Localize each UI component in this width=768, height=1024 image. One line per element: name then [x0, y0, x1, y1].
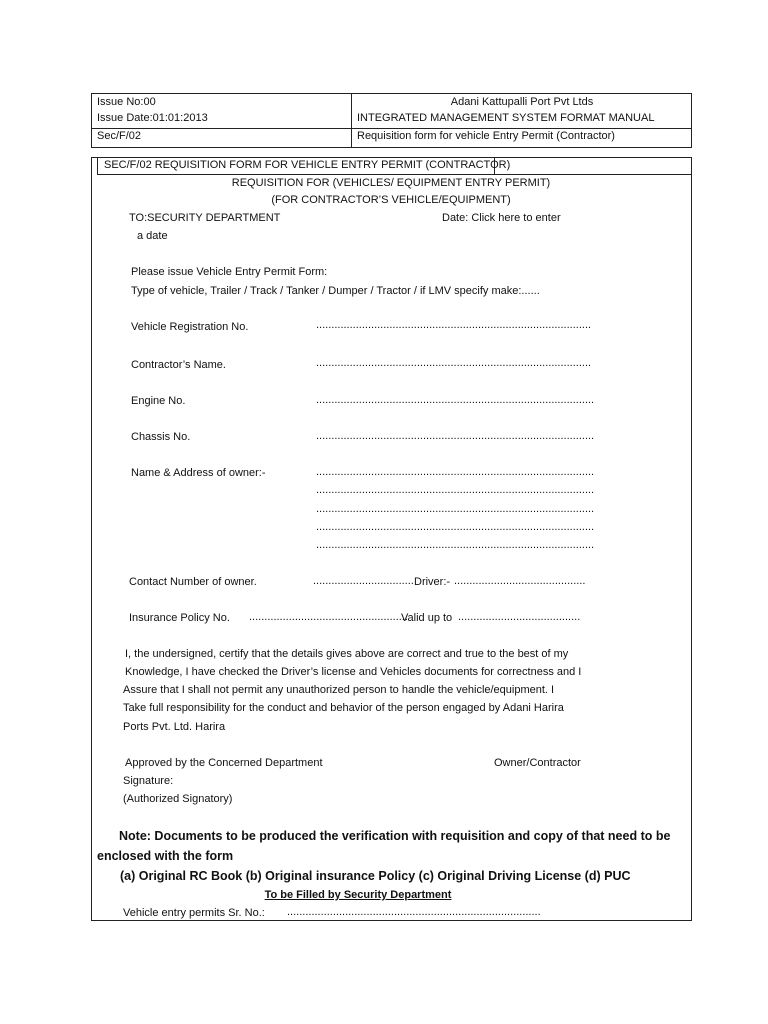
chassis-number-label: Chassis No.: [131, 431, 191, 443]
form-code-title: SEC/F/02 REQUISITION FORM FOR VEHICLE ENTRY PERMIT (CONTRACTOR): [104, 159, 511, 171]
form-box-top-border: [91, 157, 692, 158]
driver-field[interactable]: ...........................................: [454, 575, 586, 587]
valid-up-to-label: Valid up to: [401, 612, 453, 624]
engine-number-label: Engine No.: [131, 395, 186, 407]
declaration-line: Take full responsibility for the conduct and behavior of the person engaged by Adani Harira: [123, 702, 564, 714]
owner-address-label: Name & Address of owner:-: [131, 467, 266, 479]
header-top-border: [91, 93, 692, 94]
form-title-underline: [97, 174, 692, 175]
authorized-signatory-text: (Authorized Signatory): [123, 793, 233, 805]
contractor-name-label: Contractor’s Name.: [131, 359, 226, 371]
owner-address-field-2[interactable]: ...........................................................................................: [316, 484, 595, 496]
owner-address-field-3[interactable]: ...........................................................................................: [316, 503, 595, 515]
date-field-continuation[interactable]: a date: [137, 230, 168, 242]
approved-by-text: Approved by the Concerned Department: [125, 757, 323, 769]
note-text-line-1: Note: Documents to be produced the verification with requisition and copy of that need to be: [119, 829, 671, 843]
addressee: TO:SECURITY DEPARTMENT: [129, 212, 281, 224]
required-documents-list: (a) Original RC Book (b) Original insurance Policy (c) Original Driving License (d) PUC: [120, 869, 631, 883]
vehicle-type-text: Type of vehicle, Trailer / Track / Tanker / Dumper / Tractor / if LMV specify make:......: [131, 285, 540, 297]
form-box-left-border: [91, 157, 92, 921]
permit-serial-field[interactable]: ...................................................................................: [287, 906, 541, 918]
form-title: Requisition form for vehicle Entry Permit (Contractor): [357, 130, 615, 142]
insurance-policy-field[interactable]: ....................................................: [249, 611, 408, 623]
owner-address-field-4[interactable]: ...........................................................................................: [316, 521, 595, 533]
please-issue-text: Please issue Vehicle Entry Permit Form:: [131, 266, 328, 278]
engine-number-field[interactable]: ...........................................................................................: [316, 394, 595, 406]
security-section-heading: To be Filled by Security Department: [264, 889, 452, 901]
manual-title: INTEGRATED MANAGEMENT SYSTEM FORMAT MANUAL: [357, 112, 655, 124]
owner-address-field-1[interactable]: ...........................................................................................: [316, 466, 595, 478]
chassis-number-field[interactable]: ...........................................................................................: [316, 430, 595, 442]
form-title-left-rule: [97, 157, 98, 175]
registration-label: Vehicle Registration No.: [131, 321, 249, 333]
issue-number: Issue No:00: [97, 96, 156, 108]
registration-field[interactable]: ..........................................................................................: [316, 319, 592, 331]
form-box-bottom-border: [91, 920, 692, 921]
company-name: Adani Kattupalli Port Pvt Ltds: [450, 96, 594, 108]
header-row-divider: [91, 128, 692, 129]
owner-address-field-5[interactable]: ...........................................................................................: [316, 539, 595, 551]
signature-label: Signature:: [123, 775, 174, 787]
contractor-subtitle: (FOR CONTRACTOR’S VEHICLE/EQUIPMENT): [271, 194, 511, 206]
contact-number-label: Contact Number of owner.: [129, 576, 257, 588]
form-box-right-border: [691, 157, 692, 921]
owner-contractor-text: Owner/Contractor: [494, 757, 581, 769]
insurance-policy-label: Insurance Policy No.: [129, 612, 230, 624]
permit-serial-label: Vehicle entry permits Sr. No.:: [123, 907, 265, 919]
requisition-subtitle: REQUISITION FOR (VEHICLES/ EQUIPMENT ENTRY PERMIT): [231, 177, 551, 189]
valid-up-to-field[interactable]: ........................................: [458, 611, 581, 623]
contact-number-field[interactable]: .................................: [313, 575, 414, 587]
declaration-line: Knowledge, I have checked the Driver’s license and Vehicles documents for correctness and I: [125, 666, 582, 678]
document-code: Sec/F/02: [97, 130, 142, 142]
note-text-line-2: enclosed with the form: [97, 849, 234, 863]
header-bottom-border: [91, 147, 692, 148]
declaration-line: Ports Pvt. Ltd. Harira: [123, 721, 226, 733]
declaration-line: Assure that I shall not permit any unauthorized person to handle the vehicle/equipment. I: [123, 684, 555, 696]
issue-date: Issue Date:01:01:2013: [97, 112, 208, 124]
driver-label: Driver:-: [414, 576, 451, 588]
contractor-name-field[interactable]: ..........................................................................................: [316, 357, 592, 369]
header-left-border: [91, 93, 92, 148]
declaration-line: I, the undersigned, certify that the details gives above are correct and true to the best of my: [125, 648, 569, 660]
date-field[interactable]: Date: Click here to enter: [442, 212, 561, 224]
